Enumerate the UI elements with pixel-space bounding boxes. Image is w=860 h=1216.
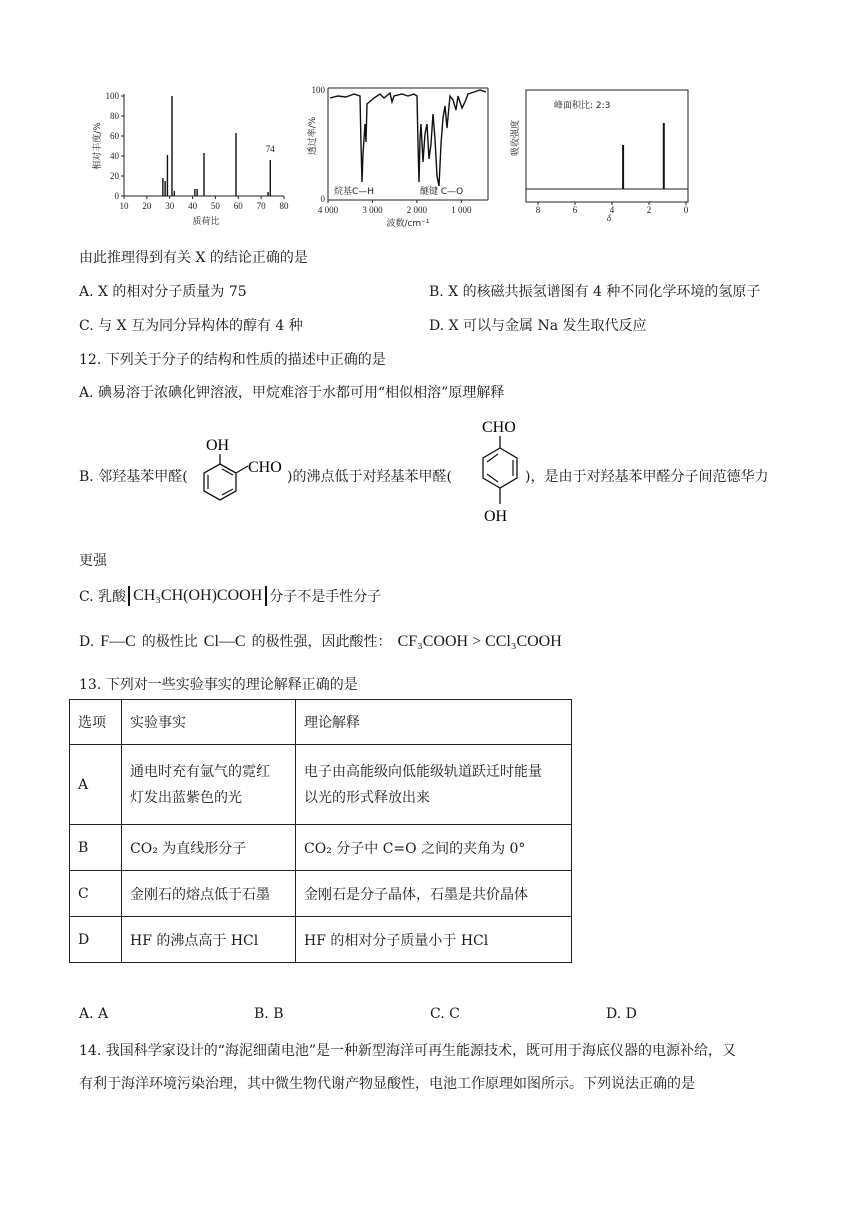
ir-trace: [330, 90, 486, 186]
ms-xtick-label: 20: [142, 201, 152, 211]
ir-xlabel: 波数/cm⁻¹: [386, 219, 430, 229]
ortho-cho-label: CHO: [248, 459, 282, 476]
q13-choice-a: A. A: [79, 1006, 109, 1022]
q12-c-suffix: 分子不是手性分子: [269, 589, 382, 605]
row-b-option: B: [70, 825, 122, 871]
q12-d-clc: Cl—C: [203, 633, 246, 650]
ir-ylabel: 透过率/%: [308, 116, 318, 156]
row-d-option: D: [70, 917, 122, 963]
q14-line-1: 14. 我国科学家设计的“海泥细菌电池”是一种新型海洋可再生能源技术，既可用于海底仪器的电源补给，又: [79, 1043, 737, 1059]
q12-c-prefix: C. 乳酸: [79, 589, 127, 605]
ms-ylabel: 相对丰度/%: [93, 122, 103, 170]
ms-ytick-label: 0: [114, 191, 119, 201]
row-a-fact: [122, 745, 296, 825]
q13-choice-d: D. D: [606, 1006, 637, 1022]
ms-xtick-label: 10: [119, 201, 129, 211]
row-b-expl: CO₂ 分子中 C=O 之间的夹角为 0°: [296, 825, 572, 871]
table-row: [70, 825, 572, 871]
nmr-xtick-label: 8: [535, 205, 541, 215]
q11-option-c: C. 与 X 互为同分异构体的醇有 4 种: [79, 318, 303, 334]
q11-option-a: A. X 的相对分子质量为 75: [79, 284, 247, 300]
row-c-option: C: [70, 871, 122, 917]
ms-xtick-label: 80: [279, 201, 289, 211]
ms-ytick-label: 100: [105, 91, 119, 101]
table-row: [70, 745, 572, 825]
ir-xtick-label: 4 000: [317, 205, 339, 215]
row-d-fact: HF 的沸点高于 HCl: [122, 917, 296, 963]
ms-xtick-label: 30: [165, 201, 175, 211]
q12-d-formula: CF₃COOH > CCl₃COOH: [397, 633, 562, 650]
q12-option-b-cont: 更强: [79, 553, 107, 569]
ortho-hydroxybenzaldehyde-structure: [190, 432, 290, 507]
para-hydroxybenzaldehyde-structure: [462, 416, 532, 536]
q12-option-b-middle: )的沸点低于对羟基苯甲醛(: [287, 469, 452, 485]
ms-xtick-label: 60: [233, 201, 243, 211]
row-a-fact-l1: 通电时充有氩气的霓红: [130, 763, 270, 780]
row-a-option: A: [70, 745, 122, 825]
q13-table: [69, 699, 572, 963]
q12-option-b-prefix: B. 邻羟基苯甲醛(: [79, 469, 188, 485]
ir-xtick-label: 3 000: [362, 205, 383, 215]
header-fact: 实验事实: [122, 700, 296, 745]
ms-ytick-label: 40: [110, 151, 119, 161]
ms-xtick-label: 70: [256, 201, 266, 211]
lactic-acid-formula: CH₃CH(OH)COOH: [133, 587, 263, 604]
ir-label-ch: 烷基C—H: [334, 187, 375, 197]
ir-xtick-label: 1 000: [451, 205, 472, 215]
nmr-xtick-label: 0: [683, 205, 689, 215]
row-d-expl: HF 的相对分子质量小于 HCl: [296, 917, 572, 963]
header-option: 选项: [70, 700, 122, 745]
ms-xlabel: 质荷比: [192, 217, 220, 227]
ir-spectrum: [304, 84, 504, 234]
nmr-xtick-label: 4: [609, 205, 615, 215]
mass-spectrum: [84, 86, 294, 236]
q12-d-prefix: D.: [79, 634, 95, 650]
row-c-expl: 金刚石是分子晶体，石墨是共价晶体: [296, 871, 572, 917]
q12-d-mid1: 的极性比: [141, 634, 198, 650]
nmr-xlabel: δ: [606, 213, 612, 223]
nmr-ylabel: 吸收强度: [511, 119, 521, 157]
ir-y100: 100: [311, 85, 325, 95]
nmr-xtick-label: 2: [646, 205, 652, 215]
q13-stem: 13. 下列对一些实验事实的理论解释正确的是: [79, 677, 358, 693]
row-a-fact-l2: 灯发出蓝紫色的光: [130, 789, 242, 806]
row-b-fact: CO₂ 为直线形分子: [122, 825, 296, 871]
q13-choice-b: B. B: [254, 1006, 284, 1022]
q12-option-d: [79, 631, 562, 651]
table-row: [70, 917, 572, 963]
para-oh-label: OH: [484, 508, 508, 525]
row-a-expl-l1: 电子由高能级向低能级轨道跃迁时能量: [304, 763, 542, 780]
ms-ytick-label: 20: [110, 171, 119, 181]
ms-ytick-label: 80: [110, 111, 119, 121]
nmr-xtick-label: 6: [572, 205, 578, 215]
para-cho-label: CHO: [482, 419, 516, 436]
table-row: [70, 871, 572, 917]
q12-option-a: A. 碘易溶于浓碘化钾溶液，甲烷难溶于水都可用“相似相溶”原理解释: [79, 385, 505, 401]
ms-xtick-label: 40: [188, 201, 198, 211]
q11-option-b: B. X 的核磁共振氢谱图有 4 种不同化学环境的氢原子: [429, 284, 761, 300]
ir-y0: 0: [320, 194, 325, 204]
q12-option-b-suffix: )，是由于对羟基苯甲醛分子间范德华力: [525, 469, 769, 485]
nmr-spectrum: [508, 86, 700, 236]
q13-choice-c: C. C: [430, 1006, 460, 1022]
q12-c-formula: [128, 586, 267, 606]
row-c-fact: 金刚石的熔点低于石墨: [122, 871, 296, 917]
q12-option-c: [79, 586, 381, 606]
ir-xtick-label: 2 000: [406, 205, 428, 215]
ms-ytick-label: 60: [110, 131, 119, 141]
row-a-expl: [296, 745, 572, 825]
nmr-ratio: 峰面积比: 2:3: [554, 101, 611, 111]
header-explanation: 理论解释: [296, 700, 572, 745]
q12-d-fc: F—C: [100, 633, 136, 650]
table-header-row: [70, 700, 572, 745]
q11-stem: 由此推理得到有关 X 的结论正确的是: [79, 250, 308, 266]
q14-line-2: 有利于海洋环境污染治理，其中微生物代谢产物显酸性，电池工作原理如图所示。下列说法正确的是: [79, 1076, 695, 1092]
ms-xtick-label: 50: [210, 201, 220, 211]
q12-stem: 12. 下列关于分子的结构和性质的描述中正确的是: [79, 352, 386, 368]
q11-option-d: D. X 可以与金属 Na 发生取代反应: [429, 318, 647, 334]
ir-label-co: 醚键 C—O: [420, 187, 464, 197]
ortho-oh-label: OH: [206, 437, 230, 454]
q12-d-mid2: 的极性强，因此酸性：: [251, 634, 392, 650]
row-a-expl-l2: 以光的形式释放出来: [304, 789, 430, 806]
ms-peak-label: 74: [265, 144, 275, 154]
